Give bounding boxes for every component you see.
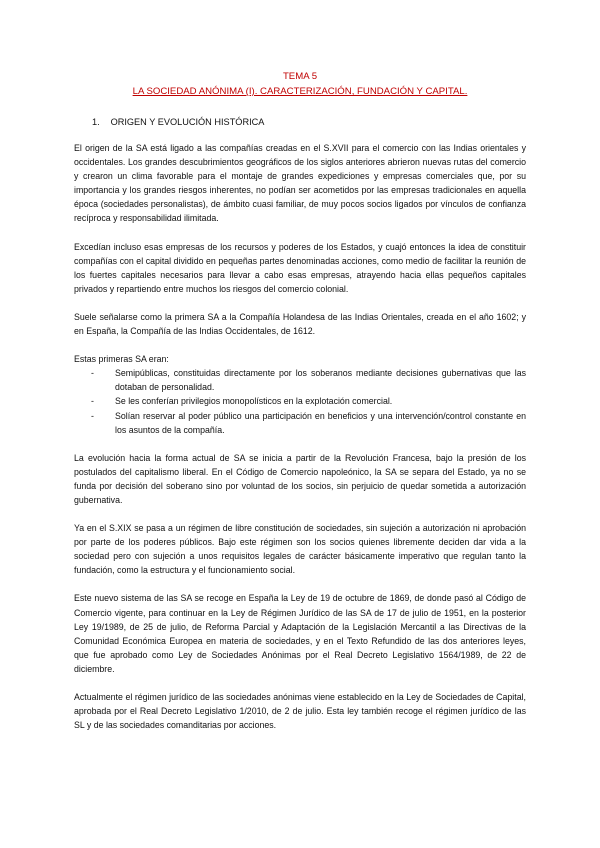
paragraph-sxix: Ya en el S.XIX se pasa a un régimen de libre constitución de sociedades, sin sujeción a autorización ni aprobación por parte de los poderes públicos. Bajo este régimen son los socios quienes libremente deciden dar vida a la sociedad pero con sujeción a unos requisitos legales de carácter básicamente imperativo que regulan tanto la fundación, como la estructura y el funcionamiento social. (74, 523, 526, 576)
paragraph-evolution: La evolución hacia la forma actual de SA se inicia a partir de la Revolución Francesa, bajo la presión de los postulados del capitalismo liberal. En el Código de Comercio napoleónico, la SA se separa del Estado, ya no se funda por decisión del soberano sino por voluntad de los socios, sin perjuicio de quedar sometida a autorización gubernativa. (74, 452, 526, 505)
section-number: 1. (92, 117, 100, 127)
list-item: - Solían reservar al poder público una participación en beneficios y una intervención/control constante en los asuntos de la compañía. (74, 409, 526, 437)
list-item: - Se les conferían privilegios monopolísticos en la explotación comercial. (74, 394, 526, 408)
paragraph-list-intro: Estas primeras SA eran: (74, 354, 169, 365)
paragraph-origin: El origen de la SA está ligado a las compañías creadas en el S.XVII para el comercio con las Indias orientales y occidentales. Los grandes descubrimientos geográficos de los siglos anteriores abrieron nuevas rutas del comercio y crearon un clima favorable para el montaje de grandes expediciones y empresas comerciales que, por su importancia y los grandes riesgos inherentes, no podían ser acometidos por las empresas tradicionales en aquella época (sociedades personalistas), de ámbito cuasi familiar, de muy pocos socios ligados por vínculos de confianza recíproca y responsabilidad ilimitada. (74, 143, 526, 224)
paragraph-current-regime: Actualmente el régimen jurídico de las sociedades anónimas viene establecido en la Ley de Sociedades de Capital, aprobada por el Real Decreto Legislativo 1/2010, de 2 de julio. Esta ley también recoge el régimen jurídico de las SL y de las sociedades comanditarias por acciones. (74, 692, 526, 731)
paragraph-companies: Excedían incluso esas empresas de los recursos y poderes de los Estados, y cuajó entonces la idea de constituir compañías con el capital dividido en pequeñas partes denominadas acciones, como medio de facilitar la reunión de los fuertes capitales necesarios para llevar a cabo esas empresas, atrayendo hacia ellas pequeños capitales privados y repartiendo entre muchos los riesgos del comercio colonial. (74, 241, 526, 294)
paragraph-first-sa: Suele señalarse como la primera SA a la Compañía Holandesa de las Indias Orientales, creada en el año 1602; y en España, la Compañía de las Indias Occidentales, de 1612. (74, 311, 526, 337)
title-block (80, 70, 520, 99)
tema-label: TEMA 5 (282, 71, 318, 82)
body-text (74, 141, 526, 746)
list-item: - Semipúblicas, constituidas directamente por los soberanos mediante decisiones gubernativas que las dotaban de personalidad. (74, 366, 526, 394)
paragraph-legislation: Este nuevo sistema de las SA se recoge en España la Ley de 19 de octubre de 1869, de donde pasó al Código de Comercio vigente, para continuar en la Ley de Régimen Jurídico de las SA de 17 de julio de 1951, en la posterior Ley 19/1989, de 25 de julio, de Reforma Parcial y Adaptación de la Legislación Mercantil a las Directivas de la Comunidad Económica Europea en materia de sociedades, y en el Texto Refundido de las dos anteriores leyes, que fue aprobado como Ley de Sociedades Anónimas por el Real Decreto Legislativo 1564/1989, de 22 de diciembre. (74, 593, 526, 674)
section-heading (92, 115, 264, 129)
section-title: ORIGEN Y EVOLUCIÓN HISTÓRICA (110, 117, 265, 127)
characteristics-list (74, 366, 526, 436)
document-title: LA SOCIEDAD ANÓNIMA (I). CARACTERIZACIÓN, FUNDACIÓN Y CAPITAL. (132, 86, 468, 97)
